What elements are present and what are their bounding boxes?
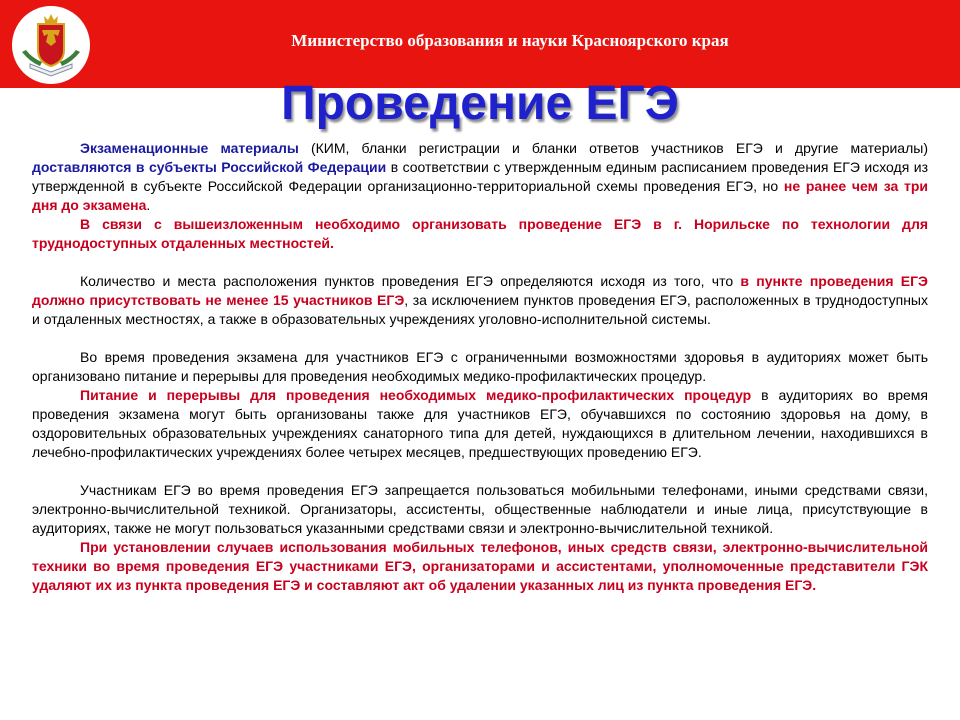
text-span: в пункте проведения ЕГЭ должно присутствовать не менее 15 участников ЕГЭ: [32, 273, 929, 308]
text-span: .: [146, 197, 151, 213]
header-bar: [0, 0, 960, 88]
paragraph-limited-health: Во время проведения экзамена для участников ЕГЭ с ограниченными возможностями здоровья в аудиториях может быть организовано питание и перерывы для проведения необходимых медико-профилактических процедур.: [32, 349, 928, 384]
text-span: Количество и места расположения пунктов проведения ЕГЭ определяются исходя из того, что: [80, 273, 741, 289]
text-span: Питание и перерывы для проведения необходимых медико-профилактических процедур: [80, 387, 752, 403]
page-title: Проведение ЕГЭ: [281, 77, 679, 130]
text-span: не ранее чем за три дня до экзамена: [32, 178, 929, 213]
text-span: в аудиториях во время проведения экзамена могут быть организованы также для участников ЕГЭ, обучавшихся по состоянию здоровья на дому, в оздоровительных образовательных учреждениях санаторного типа для детей, нуждающихся в длительном лечении, находившихся в лечебно-профилактических учреждениях более четырех месяцев, предшествующих проведению ЕГЭ.: [32, 387, 928, 460]
document-body: [32, 139, 928, 595]
ministry-name: Министерство образования и науки Красноярского края: [291, 31, 729, 50]
paragraph-removal: При установлении случаев использования мобильных телефонов, иных средств связи, электронно-вычислительной техники во время проведения ЕГЭ участниками ЕГЭ, организаторами и ассистентами, уполномоченные представители ГЭК удаляют их из пункта проведения ЕГЭ и составляют акт об удалении указанных лиц из пункта проведения ЕГЭ.: [32, 539, 928, 593]
paragraph-materials: [32, 139, 928, 215]
text-span: Экзаменационные материалы: [80, 140, 299, 156]
paragraph-meals-breaks: [32, 386, 928, 462]
paragraph-exam-points: [32, 272, 928, 329]
text-span: доставляются в субъекты Российской Федерации: [32, 159, 387, 175]
text-span: (КИМ, бланки регистрации и бланки ответов участников ЕГЭ и другие материалы): [298, 140, 928, 156]
krasnoyarsk-coat-of-arms-icon: [12, 6, 90, 84]
paragraph-norilsk: В связи с вышеизложенным необходимо организовать проведение ЕГЭ в г. Норильске по технологии для труднодоступных отдаленных местностей.: [32, 216, 928, 251]
text-span: , за исключением пунктов проведения ЕГЭ, расположенных в труднодоступных и отдаленных местностях, а также в образовательных учреждениях уголовно-исполнительной системы.: [32, 292, 928, 327]
text-span: в соответствии с утвержденным единым расписанием проведения ЕГЭ исходя из утвержденной в субъекте Российской Федерации организационно-территориальной схемы проведения ЕГЭ, но: [32, 159, 928, 194]
paragraph-phones-prohibited: Участникам ЕГЭ во время проведения ЕГЭ запрещается пользоваться мобильными телефонами, иными средствами связи, электронно-вычислительной техникой. Организаторы, ассистенты, общественные наблюдатели и иные лица, присутствующие в аудиториях, также не могут пользоваться указанными средствами связи и электронно-вычислительной техникой.: [32, 482, 928, 536]
